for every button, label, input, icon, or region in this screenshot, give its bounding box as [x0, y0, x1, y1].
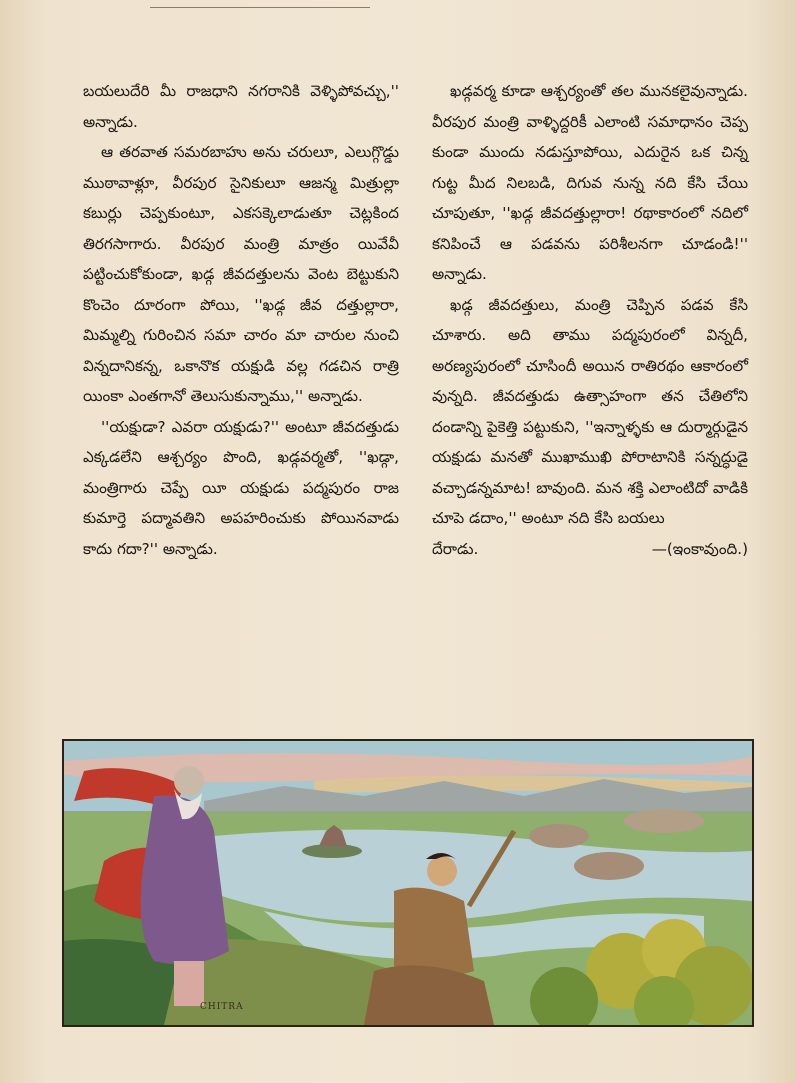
to-be-continued: —(ఇంకావుంది.) [651, 539, 748, 558]
last-line-text: దేరాడు. [432, 539, 479, 558]
paragraph: ''యక్షుడా? ఎవరా యక్షుడు?'' అంటూ జీవదత్తుడు ఎక్కడలేని ఆశ్చర్యం పొంది, ఖడ్గవర్మతో, ''ఖడ్గా, మంత్రిగారు చెప్పే యీ యక్షుడు పద్మపురం రాజ కుమార్తె పద్మావతిని అపహరించుకు పోయినవాడు కాదు గదా?'' అన్నాడు. [83, 417, 399, 558]
artist-signature: CHITRA [200, 1002, 244, 1012]
paragraph: బయలుదేరి మీ రాజధాని నగరానికి వెళ్ళిపోవచ్చు,'' అన్నాడు. [83, 82, 399, 131]
story-illustration [62, 739, 754, 1027]
closing-line [432, 534, 748, 565]
landscape-scene [64, 741, 752, 1025]
paragraph: ఖడ్గ జీవదత్తులు, మంత్రి చెప్పిన పడవ కేసి చూశారు. అది తాము పద్మపురంలో విన్నదీ, అరణ్యపురంలో చూసిందీ అయిన రాతిరథం ఆకారంలో వున్నది. జీవదత్తుడు ఉత్సాహంగా తన చేతిలోని దండాన్ని పైకెత్తి పట్టుకుని, ''ఇన్నాళ్ళకు ఆ దుర్మార్గుడైన యక్షుడు మనతో ముఖాముఖి పోరాటానికి సన్నద్ధుడై వచ్చాడన్నమాట! బావుంది. మన శక్తి ఎలాంటిదో వాడికి చూపె డదాం,'' అంటూ నది కేసి బయలు [432, 295, 748, 527]
paragraph: ఆ తరవాత సమరబాహు అను చరులూ, ఎలుగ్గొడ్డు ముఠావాళ్లూ, వీరపుర సైనికులూ ఆజన్మ మిత్రుల్లా కబుర్లు చెప్పకుంటూ, ఎకసక్కెలాడుతూ చెట్లకింద తిరగసాగారు. వీరపుర మంత్రి మాత్రం యివేవీ పట్టించుకోకుండా, ఖడ్గ జీవదత్తులను వెంట బెట్టుకుని కొంచెం దూరంగా పోయి, ''ఖడ్గ జీవ దత్తుల్లారా, మిమ్మల్ని గురించిన సమా చారం మా చారుల నుంచి విన్నదానికన్న, ఒకానొక యక్షుడి వల్ల గడచిన రాత్రి యింకా ఎంతగానో తెలుసుకున్నాము,'' అన్నాడు. [83, 143, 399, 405]
paragraph: ఖడ్గవర్మ కూడా ఆశ్చర్యంతో తల మునకలైవున్నాడు. వీరపుర మంత్రి వాళ్ళిద్దరికీ ఎలాంటి సమాధానం చెప్ప కుండా ముందు నడుస్తూపోయి, ఎదురైన ఒక చిన్న గుట్ట మీద నిలబడి, దిగువ నున్న నది కేసి చేయి చూపుతూ, ''ఖడ్గ జీవదత్తుల్లారా! రథాకారంలో నదిలో కనిపించే ఆ పడవను పరిశీలనగా చూడండి!'' అన్నాడు. [432, 82, 748, 283]
left-text-column [83, 76, 399, 564]
right-text-column [432, 76, 748, 564]
top-rule [150, 7, 370, 8]
